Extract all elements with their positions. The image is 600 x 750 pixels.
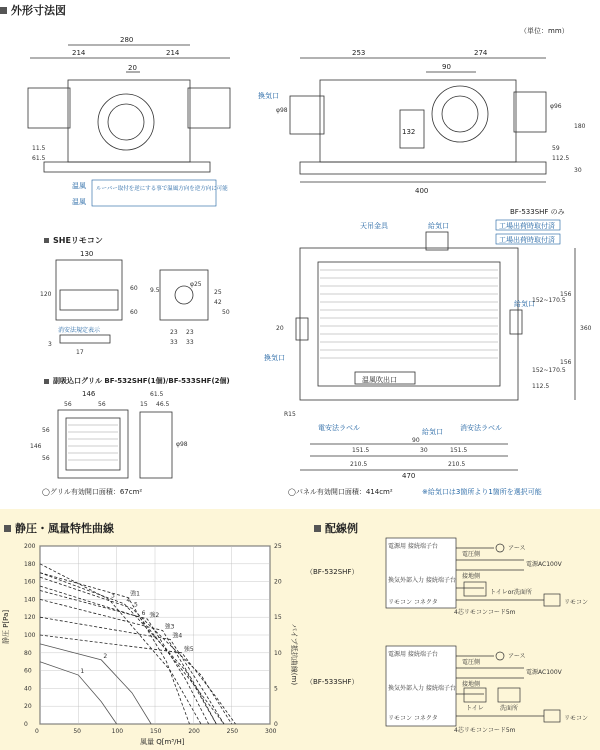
- plan-dim-r15: R15: [284, 411, 296, 418]
- front-dim-214a: 214: [72, 49, 86, 57]
- remote-dim-9-5: 9.5: [150, 287, 160, 294]
- chart-x-tick: 200: [188, 728, 200, 735]
- side-dim-400: 400: [415, 187, 429, 195]
- front-dim-20: 20: [128, 64, 137, 72]
- chart-y-right-tick: 10: [274, 649, 282, 657]
- plan-note: ※給気口は3箇所より1箇所を選択可能: [422, 488, 542, 496]
- front-dim-280: 280: [120, 36, 134, 44]
- plan-dim-152b: 152~170.5: [532, 367, 566, 374]
- chart-y-right-tick: 20: [274, 578, 282, 586]
- ground-label-1: 接地側: [462, 573, 481, 580]
- power-label-1: 電源AC100V: [526, 561, 562, 568]
- warm-wind-label-2: 温風: [72, 198, 86, 206]
- chart-y-right-tick: 25: [274, 543, 282, 550]
- chart-y-tick: 140: [24, 596, 36, 604]
- remote-dim-120: 120: [40, 291, 52, 298]
- side-exhaust-label: 換気口: [258, 92, 279, 100]
- voltage-label-2: 電圧側: [462, 659, 481, 666]
- plan-supply-bottom: 給気口: [422, 428, 443, 436]
- side-fan-opening: [432, 86, 488, 142]
- remote-dim-17: 17: [76, 349, 84, 356]
- chart-series-label: 6: [141, 610, 146, 618]
- plan-dim-20: 20: [276, 325, 284, 332]
- chart-series-label: 強3: [164, 623, 175, 631]
- toilet-label-1: トイレor洗面所: [490, 589, 532, 596]
- remote-box-2: [544, 710, 560, 722]
- front-duct-right: [188, 88, 230, 128]
- plan-hanger: 天吊金具: [360, 222, 388, 230]
- plan-grille-area: [318, 262, 500, 386]
- grille-louver: [66, 418, 120, 470]
- side-panel: [300, 162, 546, 174]
- chart-series-label: 4: [126, 596, 131, 604]
- plan-model-note: BF-533SHF のみ: [510, 208, 565, 216]
- remote-label-1: リモコン: [564, 599, 589, 606]
- chart-x-tick: 250: [226, 728, 239, 735]
- grille-side: [140, 412, 172, 478]
- front-fan-opening: [98, 94, 154, 150]
- grille-area: ◯グリル有効開口面積：67cm²: [42, 488, 143, 496]
- chart-grid: [40, 546, 270, 724]
- chart-series-label: 3: [111, 592, 115, 600]
- remote-dim-3: 3: [48, 341, 52, 348]
- grille-dim-15: 15: [140, 401, 148, 408]
- sensor-terminal-1: 換気外部入力 接続端子台: [388, 577, 456, 584]
- cord-label-1: 4芯リモコンコード5m: [454, 609, 516, 616]
- side-dim-253: 253: [352, 49, 366, 57]
- chart-xlabel: 風量 Q[m³/H]: [140, 738, 185, 746]
- warm-wind-label-1: 温風: [72, 182, 86, 190]
- wiring-title-text: 配線例: [325, 522, 358, 535]
- earth-icon: [496, 544, 504, 552]
- grille-dim-56d: 56: [42, 455, 50, 462]
- remote-hole: [175, 286, 193, 304]
- curve-title-text: 静圧・風量特性曲線: [15, 522, 114, 535]
- chart-series-label: 1: [80, 668, 85, 676]
- plan-dim-151-5a: 151.5: [352, 447, 370, 454]
- characteristic-chart: [0, 534, 300, 746]
- chart-y-tick: 0: [24, 721, 28, 728]
- chart-y-tick: 120: [24, 614, 36, 622]
- grille-dim-46-5: 46.5: [156, 401, 170, 408]
- unit-label: （単位：mm）: [520, 27, 569, 35]
- plan-warm-out: 温風吹出口: [362, 376, 397, 384]
- chart-y-tick: 20: [24, 703, 32, 711]
- chart-ylabel-left: 静圧 P[Pa]: [2, 609, 10, 644]
- plan-supply-right: 給気口: [514, 300, 535, 308]
- wash-label: 洗面所: [500, 705, 519, 712]
- wiring-model-2: （BF-533SHF）: [306, 678, 359, 686]
- side-body: [320, 80, 516, 162]
- side-duct-left: [290, 96, 324, 134]
- plan-dim-151-5b: 151.5: [450, 447, 468, 454]
- switch-box-2a: [464, 688, 486, 702]
- grille-dim-61-5: 61.5: [150, 391, 164, 398]
- remote-dim-60a: 60: [130, 285, 138, 292]
- front-note-box: [92, 180, 216, 206]
- remote-dim-33b: 33: [186, 339, 194, 346]
- plan-dim-156a: 156: [560, 291, 572, 298]
- remote-dim-25: 25: [214, 289, 222, 296]
- grille-front: [58, 410, 128, 478]
- plan-factory1: 工場出荷時取付済: [499, 222, 555, 230]
- earth-label-2: アース: [508, 653, 526, 660]
- plan-exhaust-right: [510, 310, 522, 334]
- plan-dim-360: 360: [580, 325, 592, 332]
- voltage-label-1: 電圧側: [462, 551, 481, 558]
- chart-series-label: 強4: [172, 632, 183, 640]
- front-duct-left: [28, 88, 70, 128]
- plan-supply: 給気口: [428, 222, 449, 230]
- chart-y-tick: 100: [24, 632, 36, 639]
- remote-button-area: [60, 290, 118, 310]
- plan-supply-port: [426, 232, 448, 250]
- plan-dim-210-5a: 210.5: [350, 461, 368, 468]
- chart-x-tick: 300: [265, 728, 277, 735]
- remote-dim-42: 42: [214, 299, 222, 306]
- connector-1: リモコン コネクタ: [388, 599, 438, 606]
- chart-y-tick: 160: [24, 578, 36, 586]
- remote-box-1: [544, 594, 560, 606]
- front-fan-inner: [108, 104, 144, 140]
- remote-side: [60, 335, 110, 343]
- chart-y-tick: 60: [24, 667, 32, 675]
- switch-box-1: [464, 582, 486, 596]
- chart-series-label: 強5: [183, 645, 194, 653]
- side-phi98: φ98: [276, 107, 288, 114]
- grille-dim-56a: 56: [64, 401, 72, 408]
- chart-x-tick: 50: [73, 728, 81, 735]
- remote-dim-33a: 33: [170, 339, 178, 346]
- remote-dim-23a: 23: [170, 329, 178, 336]
- side-phi96: φ96: [550, 103, 562, 110]
- section-marker-icon: [4, 525, 11, 532]
- earth-icon: [496, 652, 504, 660]
- grille-dim-56c: 56: [42, 427, 50, 434]
- plan-dim-90: 90: [412, 437, 420, 444]
- remote-title-text: SHEリモコン: [53, 236, 103, 245]
- chart-y-tick: 180: [24, 560, 36, 568]
- remote-dim-50: 50: [222, 309, 230, 316]
- grille-phi98: φ98: [176, 441, 188, 448]
- ground-label-2: 接地側: [462, 681, 481, 688]
- plan-factory2: 工場出荷時取付済: [499, 236, 555, 244]
- wiring-model-1: （BF-532SHF）: [306, 568, 359, 576]
- outline-title-text: 外形寸法図: [11, 4, 66, 17]
- side-dim-59: 59: [552, 145, 560, 152]
- chart-series-label: 強2: [149, 611, 160, 619]
- chart-y-right-tick: 15: [274, 614, 282, 622]
- front-dim-61-5: 61.5: [32, 155, 46, 162]
- chart-x-tick: 0: [35, 728, 39, 735]
- chart-y-right-tick: 0: [274, 721, 278, 728]
- earth-label-1: アース: [508, 545, 526, 552]
- plan-dim-470: 470: [402, 472, 416, 480]
- chart-series-label: 2: [103, 652, 108, 660]
- plan-label1: 電安法ラベル: [318, 424, 360, 432]
- sensor-terminal-2: 換気外部入力 接続端子台: [388, 685, 456, 692]
- chart-x-tick: 100: [111, 728, 124, 735]
- front-panel: [44, 162, 210, 172]
- side-dim-132: 132: [402, 128, 416, 136]
- toilet2-label: トイレ: [466, 705, 484, 712]
- plan-dim-152a: 152~170.5: [532, 297, 566, 304]
- side-dim-30: 30: [574, 167, 582, 174]
- front-dim-214b: 214: [166, 49, 180, 57]
- power-terminal-2: 電源用 接続端子台: [388, 651, 438, 658]
- plan-dim-210-5b: 210.5: [448, 461, 466, 468]
- side-dim-90: 90: [442, 63, 451, 71]
- remote-label-2: リモコン: [564, 715, 589, 722]
- remote-dim-130: 130: [80, 250, 94, 258]
- chart-series-label: 5: [134, 601, 138, 609]
- chart-ylabel-right: パイプ抵抗曲線(m): [290, 624, 298, 686]
- front-dim-11-5: 11.5: [32, 145, 46, 152]
- switch-box-2b: [498, 688, 520, 702]
- plan-dim-30: 30: [420, 447, 428, 454]
- remote-label: 消安法規定表示: [58, 327, 101, 334]
- chart-series-label: 強1: [130, 590, 140, 598]
- cord-label-2: 4芯リモコンコード5m: [454, 727, 516, 734]
- plan-area: ◯パネル有効開口面積：414cm²: [288, 488, 393, 496]
- grille-title-text: 副吸込口グリル BF-532SHF(1個)/BF-533SHF(2個): [53, 377, 230, 385]
- plan-dim-156b: 156: [560, 359, 572, 366]
- plan-exhaust-left-label: 換気口: [264, 354, 285, 362]
- power-terminal-1: 電源用 接続端子台: [388, 543, 438, 550]
- remote-dim-60b: 60: [130, 309, 138, 316]
- side-duct-right: [514, 92, 546, 132]
- chart-y-tick: 200: [24, 543, 36, 550]
- grille-dim-146b: 146: [30, 443, 42, 450]
- remote-dim-phi25: φ25: [190, 281, 202, 288]
- chart-y-tick: 80: [24, 649, 32, 657]
- wiring-diagrams: [304, 534, 600, 746]
- plan-exhaust-left: [296, 318, 308, 340]
- power-label-2: 電源AC100V: [526, 669, 562, 676]
- plan-label2: 消安法ラベル: [460, 424, 502, 432]
- connector-2: リモコン コネクタ: [388, 715, 438, 722]
- grille-dim-56b: 56: [98, 401, 106, 408]
- front-note-text: ルーバー取付を逆にする事で温風方向を逆方向に可能: [96, 186, 228, 192]
- remote-dim-23b: 23: [186, 329, 194, 336]
- chart-y-right-tick: 5: [274, 685, 278, 693]
- chart-y-tick: 40: [24, 685, 32, 693]
- side-dim-180: 180: [574, 123, 586, 130]
- remote-back: [160, 270, 208, 320]
- grille-dim-146: 146: [82, 390, 96, 398]
- plan-outer: [300, 248, 518, 400]
- section-marker-icon: [314, 525, 321, 532]
- plan-dim-112-5: 112.5: [532, 383, 550, 390]
- side-dim-112-5: 112.5: [552, 155, 570, 162]
- chart-x-tick: 150: [150, 728, 162, 735]
- side-dim-274: 274: [474, 49, 488, 57]
